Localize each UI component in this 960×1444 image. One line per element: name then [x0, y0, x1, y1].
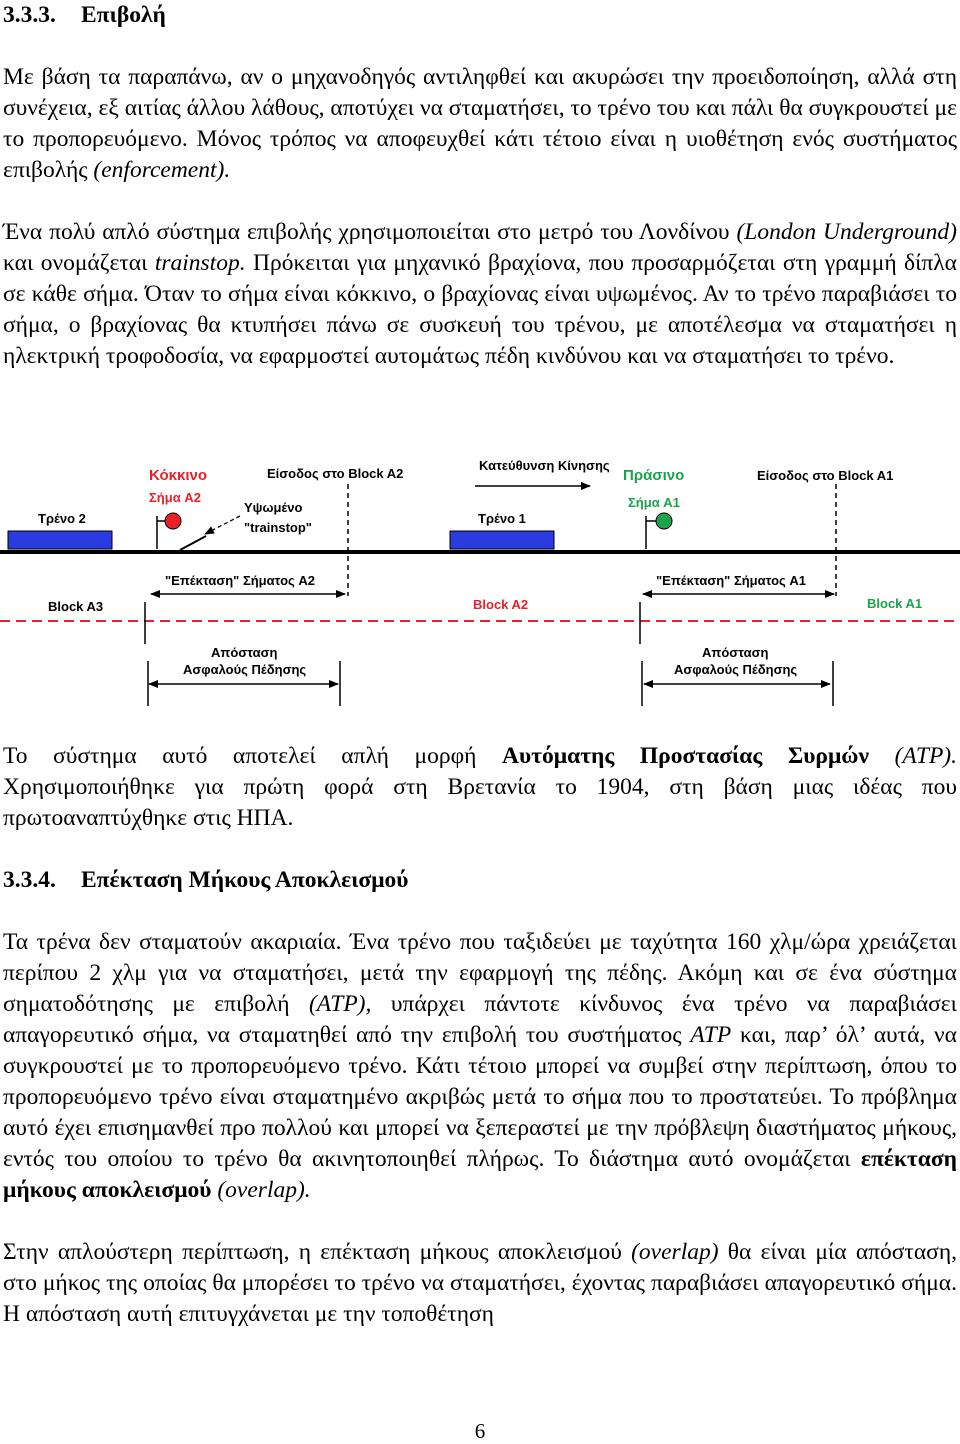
trainstop-diagram: [0, 436, 960, 726]
text-run-bold: Αυτόματης Προστασίας Συρμών: [502, 743, 869, 769]
text-run: [869, 743, 895, 769]
text-run: Το σύστημα αυτό αποτελεί απλή μορφή: [3, 743, 503, 769]
trainstop-arm: [180, 536, 206, 550]
text-run-italic: (London Underground): [736, 219, 957, 245]
trainstop-pointer: [205, 516, 240, 534]
text-run-italic: (ATP),: [308, 991, 372, 1017]
paragraph-trainstop: [3, 217, 957, 372]
text-run: θα είναι μία απόσταση, στο μήκος της οποίας θα μπορέσει το τρένο να σταματήσει, έχοντας παραβιάσει απαγορευτικό σήμα. Η απόσταση αυτή επιτυγχάνεται με την τοποθέτηση: [3, 1239, 958, 1327]
label-overlap-a2: "Επέκταση" Σήματος A2: [165, 573, 316, 588]
text-run-bold: επέκταση μήκους αποκλεισμού: [3, 1146, 957, 1203]
text-run-italic: ATP: [690, 1022, 732, 1048]
section-number: 3.3.3.: [3, 2, 56, 28]
text-run: Πρόκειται για μηχανικό βραχίονα, που προσαρμόζεται στη γραμμή δίπλα σε κάθε σήμα. Όταν το σήμα είναι κόκκινο, ο βραχίονας είναι υψωμένος. Αν το τρένο παραβιάσει το σήμα, ο βραχίονας θα κτυπήσει πάνω σε συσκευή του τρένου, με αποτέλεσμα να σταματήσει η ηλεκτρική τροφοδοσία, να εφαρμοστεί αυτομάτως πέδη κινδύνου και να σταματήσει το τρένο.: [3, 250, 957, 369]
text-run: υπάρχει πάντοτε κίνδυνος ένα τρένο να παραβιάσει απαγορευτικό σήμα, να σταματηθεί από την επιβολή του συστήματος: [3, 991, 957, 1048]
label-raised-1: Υψωμένο: [244, 500, 303, 515]
text-run: και ονομάζεται: [3, 250, 155, 276]
text-run: Ένα πολύ απλό σύστημα επιβολής χρησιμοποιείται στο μετρό του Λονδίνου: [3, 219, 737, 245]
label-entry-a1: Είσοδος στο Block A1: [757, 468, 894, 483]
section-heading-3-3-3: [3, 0, 957, 31]
label-overlap-a1: "Επέκταση" Σήματος A1: [656, 573, 807, 588]
text-run: Τα τρένα δεν σταματούν ακαριαία. Ένα τρένο που ταξιδεύει με ταχύτητα 160 χλμ/ώρα χρειάζεται περίπου 2 χλμ για να σταματήσει, μετά την εφαρμογή της πέδης. Ακόμη και σε ένα σύστημα σηματοδότησης με επιβολή: [3, 929, 957, 1017]
text-run-italic: (ATP).: [894, 743, 957, 769]
label-safe-a1-1: Απόσταση: [702, 645, 769, 660]
label-signal-a2: Σήμα A2: [149, 490, 201, 505]
label-safe-a2-1: Απόσταση: [211, 645, 278, 660]
label-safe-a2-2: Ασφαλούς Πέδησης: [183, 662, 307, 677]
section-number: 3.3.4.: [3, 867, 56, 893]
label-train-2: Τρένο 2: [38, 511, 86, 526]
document-page: [3, 0, 957, 372]
section-heading-3-3-4: [3, 865, 957, 896]
text-run-italic: (overlap).: [217, 1177, 311, 1203]
signal-a2-lamp: [165, 513, 181, 529]
text-run: Με βάση τα παραπάνω, αν ο μηχανοδηγός αντιληφθεί και ακυρώσει την προειδοποίηση, αλλά στη συνέχεια, εξ αιτίας άλλου λάθους, αποτύχει να σταματήσει, το τρένο του και πάλι θα συγκρουστεί με το προπορευόμενο. Μόνος τρόπος να αποφευχθεί κάτι τέτοιο είναι η υιοθέτηση ενός συστήματος επιβολής: [3, 64, 957, 183]
text-run: και, παρ’ όλ’ αυτά, να συγκρουστεί με το προπορευόμενο τρένο. Κάτι τέτοιο μπορεί να συμβεί στην περίπτωση, όπου το προπορευόμενο τρένο είναι σταματημένο ακριβώς μετά το σήμα που το προστατεύει. Το πρόβλημα αυτό έχει επισημανθεί προ πολλού και μπορεί να ξεπεραστεί με την πρόβλεψη διαστήματος μήκους, εντός του οποίου το τρένο θα ακινητοποιηθεί πλήρως. Το διάστημα αυτό ονομάζεται: [3, 1022, 957, 1172]
label-block-a1: Block A1: [867, 596, 923, 611]
label-direction: Κατεύθυνση Κίνησης: [479, 458, 610, 473]
document-page-lower: [3, 741, 957, 1330]
paragraph-atp: [3, 741, 957, 834]
label-entry-a2: Είσοδος στο Block A2: [267, 466, 404, 481]
label-safe-a1-2: Ασφαλούς Πέδησης: [674, 662, 798, 677]
train-1: [450, 531, 554, 549]
label-block-a3: Block A3: [48, 599, 104, 614]
train-2: [8, 531, 112, 549]
paragraph-overlap: [3, 927, 957, 1206]
page-number: 6: [474, 1419, 486, 1443]
signal-a1-lamp: [656, 513, 672, 529]
section-title: Επιβολή: [81, 2, 166, 28]
label-red: Κόκκινο: [149, 467, 208, 484]
text-run-italic: (enforcement).: [93, 157, 231, 183]
text-run-italic: (overlap): [631, 1239, 719, 1265]
label-block-a2: Block A2: [473, 597, 529, 612]
label-signal-a1: Σήμα A1: [628, 495, 680, 510]
paragraph-enforcement: [3, 62, 957, 186]
label-raised-2: "trainstop": [244, 520, 312, 535]
label-train-1: Τρένο 1: [478, 511, 526, 526]
paragraph-overlap-simple: [3, 1237, 957, 1330]
label-green: Πράσινο: [623, 467, 685, 484]
text-run: Χρησιμοποιήθηκε για πρώτη φορά στη Βρετανία το 1904, στη βάση μιας ιδέας που πρωτοαναπτύχθηκε στις ΗΠΑ.: [3, 774, 957, 831]
section-title: Επέκταση Μήκους Αποκλεισμού: [81, 867, 409, 893]
text-run: Στην απλούστερη περίπτωση, η επέκταση μήκους αποκλεισμού: [3, 1239, 632, 1265]
text-run-italic: trainstop.: [154, 250, 246, 276]
